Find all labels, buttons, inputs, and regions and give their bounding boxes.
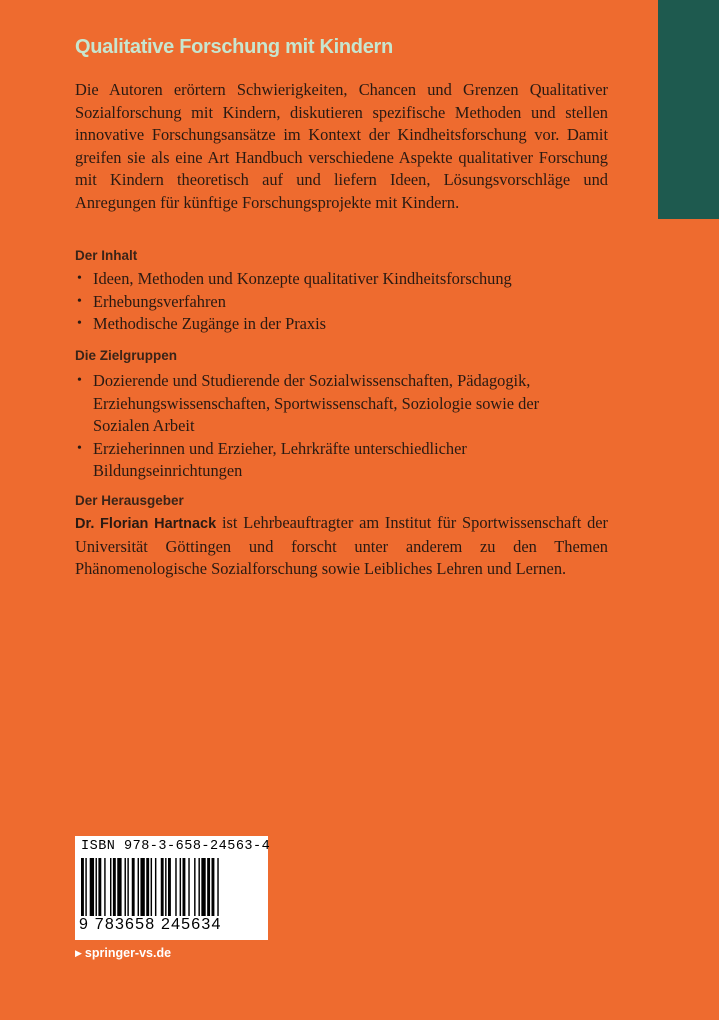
section-heading-inhalt: Der Inhalt	[75, 248, 138, 263]
barcode-bar	[138, 858, 139, 916]
barcode-bar	[217, 858, 218, 916]
arrow-right-icon: ▶	[75, 948, 82, 958]
barcode-bar	[110, 858, 111, 916]
barcode-bar	[90, 858, 94, 916]
barcode-bar	[132, 858, 135, 916]
isbn-label: ISBN 978-3-658-24563-4	[81, 839, 271, 854]
isbn-barcode	[75, 836, 271, 940]
intro-paragraph: Die Autoren erörtern Schwierigkeiten, Chancen und Grenzen Qualitativer Sozialforschung mit Kindern, diskutieren spezifische Methoden und stellen innovative Forschungsansätze im Kontext der Kindheitsforschung vor. Damit greifen sie als eine Art Handbuch verschiedene Aspekte qualitativer Forschung mit Kindern theoretisch auf und liefern Ideen, Lösungsvorschläge und Anregungen für künftige Forschungsprojekte mit Kindern.	[75, 80, 608, 212]
barcode-digits: 9 783658 245634	[79, 916, 222, 933]
section-heading-zielgruppen: Die Zielgruppen	[75, 348, 178, 363]
barcode-bar	[117, 858, 121, 916]
list-item: • Dozierende und Studierende der Sozialwissenschaften, Pädagogik, Erziehungswissenschaften, Sportwissenschaft, Soziologie sowie der Sozialen Arbeit	[77, 371, 540, 436]
bullet-icon: •	[77, 316, 82, 332]
barcode-bar	[198, 858, 199, 916]
barcode-bar	[104, 858, 105, 916]
barcode-bar	[85, 858, 86, 916]
barcode-bar	[81, 858, 84, 916]
bullet-icon: •	[77, 293, 82, 309]
barcode-bar	[125, 858, 126, 916]
bullet-icon: •	[77, 271, 82, 286]
barcode-bar	[113, 858, 116, 916]
list-item: • Erzieherinnen und Erzieher, Lehrkräfte unterschiedlicher Bildungseinrichtungen	[77, 438, 467, 481]
editor-bio: ist Lehrbeauftragter am Institut für Sportwissenschaft der Universität Göttingen und forscht unter anderem zu den Themen Phänomenologische Sozialforschung sowie Leibliches Lehren und Lernen.	[75, 513, 609, 579]
accent-stripe	[658, 0, 719, 219]
editor-name: Dr. Florian Hartnack	[75, 516, 217, 532]
barcode-bar	[155, 858, 156, 916]
barcode-bar	[151, 858, 152, 916]
barcode-bar	[212, 858, 215, 916]
barcode-bar	[96, 858, 97, 916]
barcode-icon	[81, 858, 262, 916]
zielgruppen-list	[75, 370, 565, 483]
barcode-bar	[180, 858, 181, 916]
barcode-bar	[183, 858, 186, 916]
barcode-bar	[165, 858, 166, 916]
barcode-bar	[161, 858, 164, 916]
barcode-bar	[140, 858, 144, 916]
barcode-bar	[146, 858, 149, 916]
barcode-bar	[207, 858, 210, 916]
barcode-bar	[201, 858, 205, 916]
list-item: • Erhebungsverfahren	[75, 291, 608, 314]
barcode-bar	[194, 858, 195, 916]
bullet-icon: •	[77, 440, 82, 456]
barcode-bar	[127, 858, 128, 916]
inhalt-list	[75, 268, 608, 336]
bullet-icon: •	[77, 373, 82, 388]
list-item: • Ideen, Methoden und Konzepte qualitativer Kindheitsforschung	[75, 268, 608, 291]
list-item: • Methodische Zugänge in der Praxis	[75, 313, 608, 336]
section-heading-herausgeber: Der Herausgeber	[75, 493, 184, 508]
barcode-bar	[168, 858, 171, 916]
barcode-bar	[188, 858, 189, 916]
editor-paragraph	[75, 512, 608, 581]
barcode-bar	[98, 858, 101, 916]
website-link[interactable]: ▶ springer-vs.de	[75, 946, 172, 960]
book-title: Qualitative Forschung mit Kindern	[75, 36, 393, 58]
barcode-bar	[175, 858, 176, 916]
